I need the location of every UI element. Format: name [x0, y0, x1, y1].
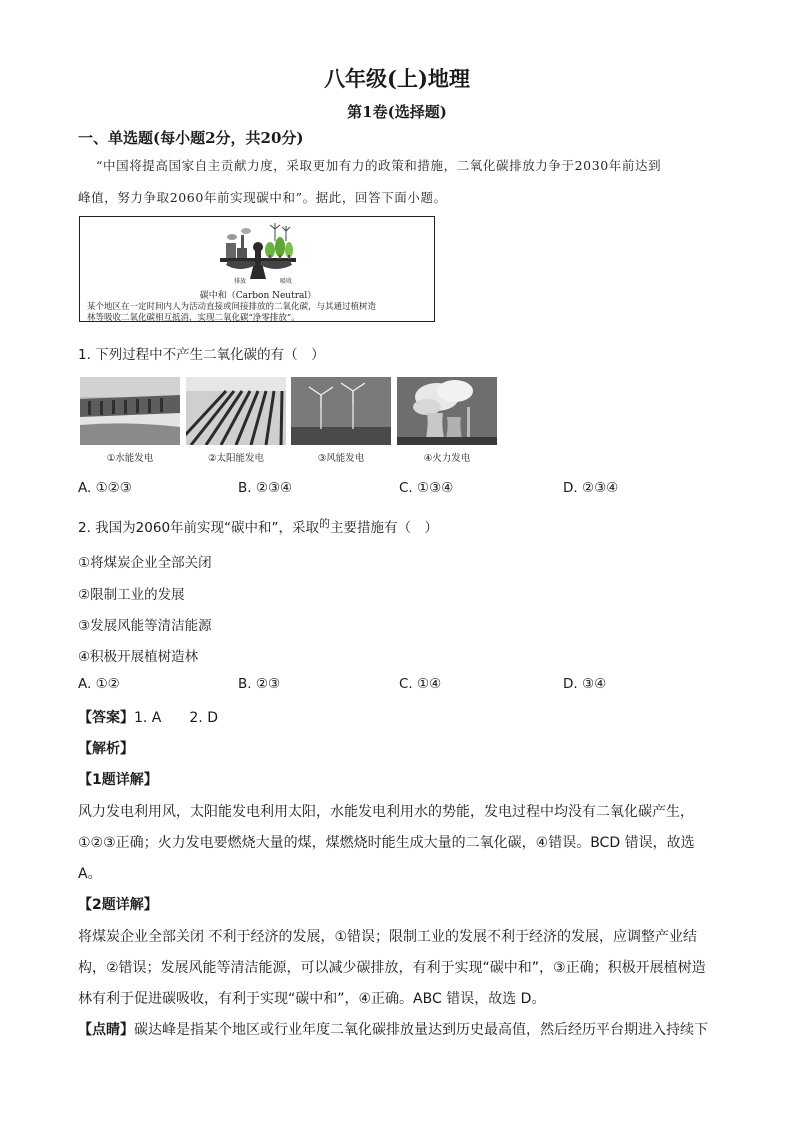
- analysis-label: 【解析】: [78, 741, 134, 757]
- figure-caption-title: 碳中和（Carbon Neutral）: [199, 291, 317, 301]
- q1-option-a: A. ①②③: [78, 480, 132, 496]
- q1-option-c: C. ①③④: [399, 480, 454, 496]
- q2-option-d: D. ③④: [563, 676, 607, 692]
- q2-stem-part-1: 2. 我国为2060年前实现“碳中和”，采取: [78, 520, 320, 536]
- page-title: 八年级(上)地理: [324, 66, 470, 91]
- photo-caption-4: ④火力发电: [423, 453, 471, 464]
- figure-caption-line-1: 某个地区在一定时间内人为活动直接或间接排放的二氧化碳，与其通过植树造: [87, 302, 377, 312]
- intro-line-2: 峰值，努力争取2060年前实现碳中和”。据此，回答下面小题。: [78, 190, 447, 205]
- question-2-stem: [78, 515, 438, 536]
- thermal-power-photo: [397, 377, 497, 445]
- intro-line-1: “中国将提高国家自主贡献力度，采取更加有力的政策和措施，二氧化碳排放力争于2030年前达到: [96, 158, 662, 173]
- detail-1-line-1: 风力发电利用风，太阳能发电利用太阳，水能发电利用水的势能，发电过程中均没有二氧化碳产生，: [78, 804, 694, 820]
- solar-power-photo: [186, 377, 286, 445]
- answer-text: 1. A 2. D: [134, 710, 218, 726]
- q2-item-2: ②限制工业的发展: [78, 587, 185, 603]
- balance-scale-illustration: [80, 217, 436, 289]
- q2-option-c: C. ①④: [399, 676, 442, 692]
- absorption-label: 吸收: [280, 278, 293, 285]
- factory-icon: [226, 228, 251, 258]
- q2-item-4: ④积极开展植树造林: [78, 649, 199, 665]
- wind-power-photo: [291, 377, 391, 445]
- answer-label: 【答案】: [78, 710, 134, 726]
- q2-item-3: ③发展风能等清洁能源: [78, 618, 212, 634]
- hydropower-photo: [80, 377, 180, 445]
- detail-2-line-1: 将煤炭企业全部关闭 不利于经济的发展，①错误；限制工业的发展不利于经济的发展，应调整产业结: [78, 929, 697, 945]
- q2-option-a: A. ①②: [78, 676, 120, 692]
- detail-1-line-3: A。: [78, 866, 102, 882]
- q2-option-b: B. ②③: [238, 676, 281, 692]
- detail-1-line-2: ①②③正确；火力发电要燃烧大量的煤，煤燃烧时能生成大量的二氧化碳，④错误。BCD 错误，故选: [78, 835, 695, 851]
- detail-2-line-3: 林有利于促进碳吸收，有利于实现“碳中和”，④正确。ABC 错误，故选 D。: [78, 991, 546, 1007]
- q1-option-b: B. ②③④: [238, 480, 293, 496]
- q2-item-1: ①将煤炭企业全部关闭: [78, 555, 212, 571]
- emission-label: 排放: [234, 278, 247, 285]
- tip-text: 碳达峰是指某个地区或行业年度二氧化碳排放量达到历史最高值，然后经历平台期进入持续下: [134, 1022, 708, 1038]
- page-subtitle: 第1卷(选择题): [347, 103, 447, 121]
- carbon-neutral-figure: [79, 216, 435, 322]
- answer-line: [78, 707, 218, 727]
- photo-caption-3: ③风能发电: [317, 453, 365, 464]
- detail-1-label: 【1题详解】: [78, 772, 158, 788]
- q1-option-d: D. ②③④: [563, 480, 619, 496]
- tip-label: 【点睛】: [78, 1022, 134, 1038]
- figure-caption-line-2: 林等吸收二氧化碳相互抵消，实现二氧化碳“净零排放”。: [87, 313, 300, 323]
- tree-icon: [265, 237, 293, 259]
- question-1-stem: 1. 下列过程中不产生二氧化碳的有（ ）: [78, 347, 325, 363]
- q2-stem-part-2: 主要措施有（ ）: [330, 520, 439, 536]
- photo-caption-2: ②太阳能发电: [207, 453, 265, 464]
- section-heading: 一、单选题(每小题2分，共20分): [78, 129, 304, 147]
- photo-caption-1: ①水能发电: [106, 453, 154, 464]
- detail-2-label: 【2题详解】: [78, 897, 158, 913]
- tip-line: [78, 1019, 708, 1039]
- q2-stem-superscript: 的: [319, 517, 331, 530]
- detail-2-line-2: 构，②错误；发展风能等清洁能源，可以减少碳排放，有利于实现“碳中和”，③正确；积极开展植树造: [78, 960, 706, 976]
